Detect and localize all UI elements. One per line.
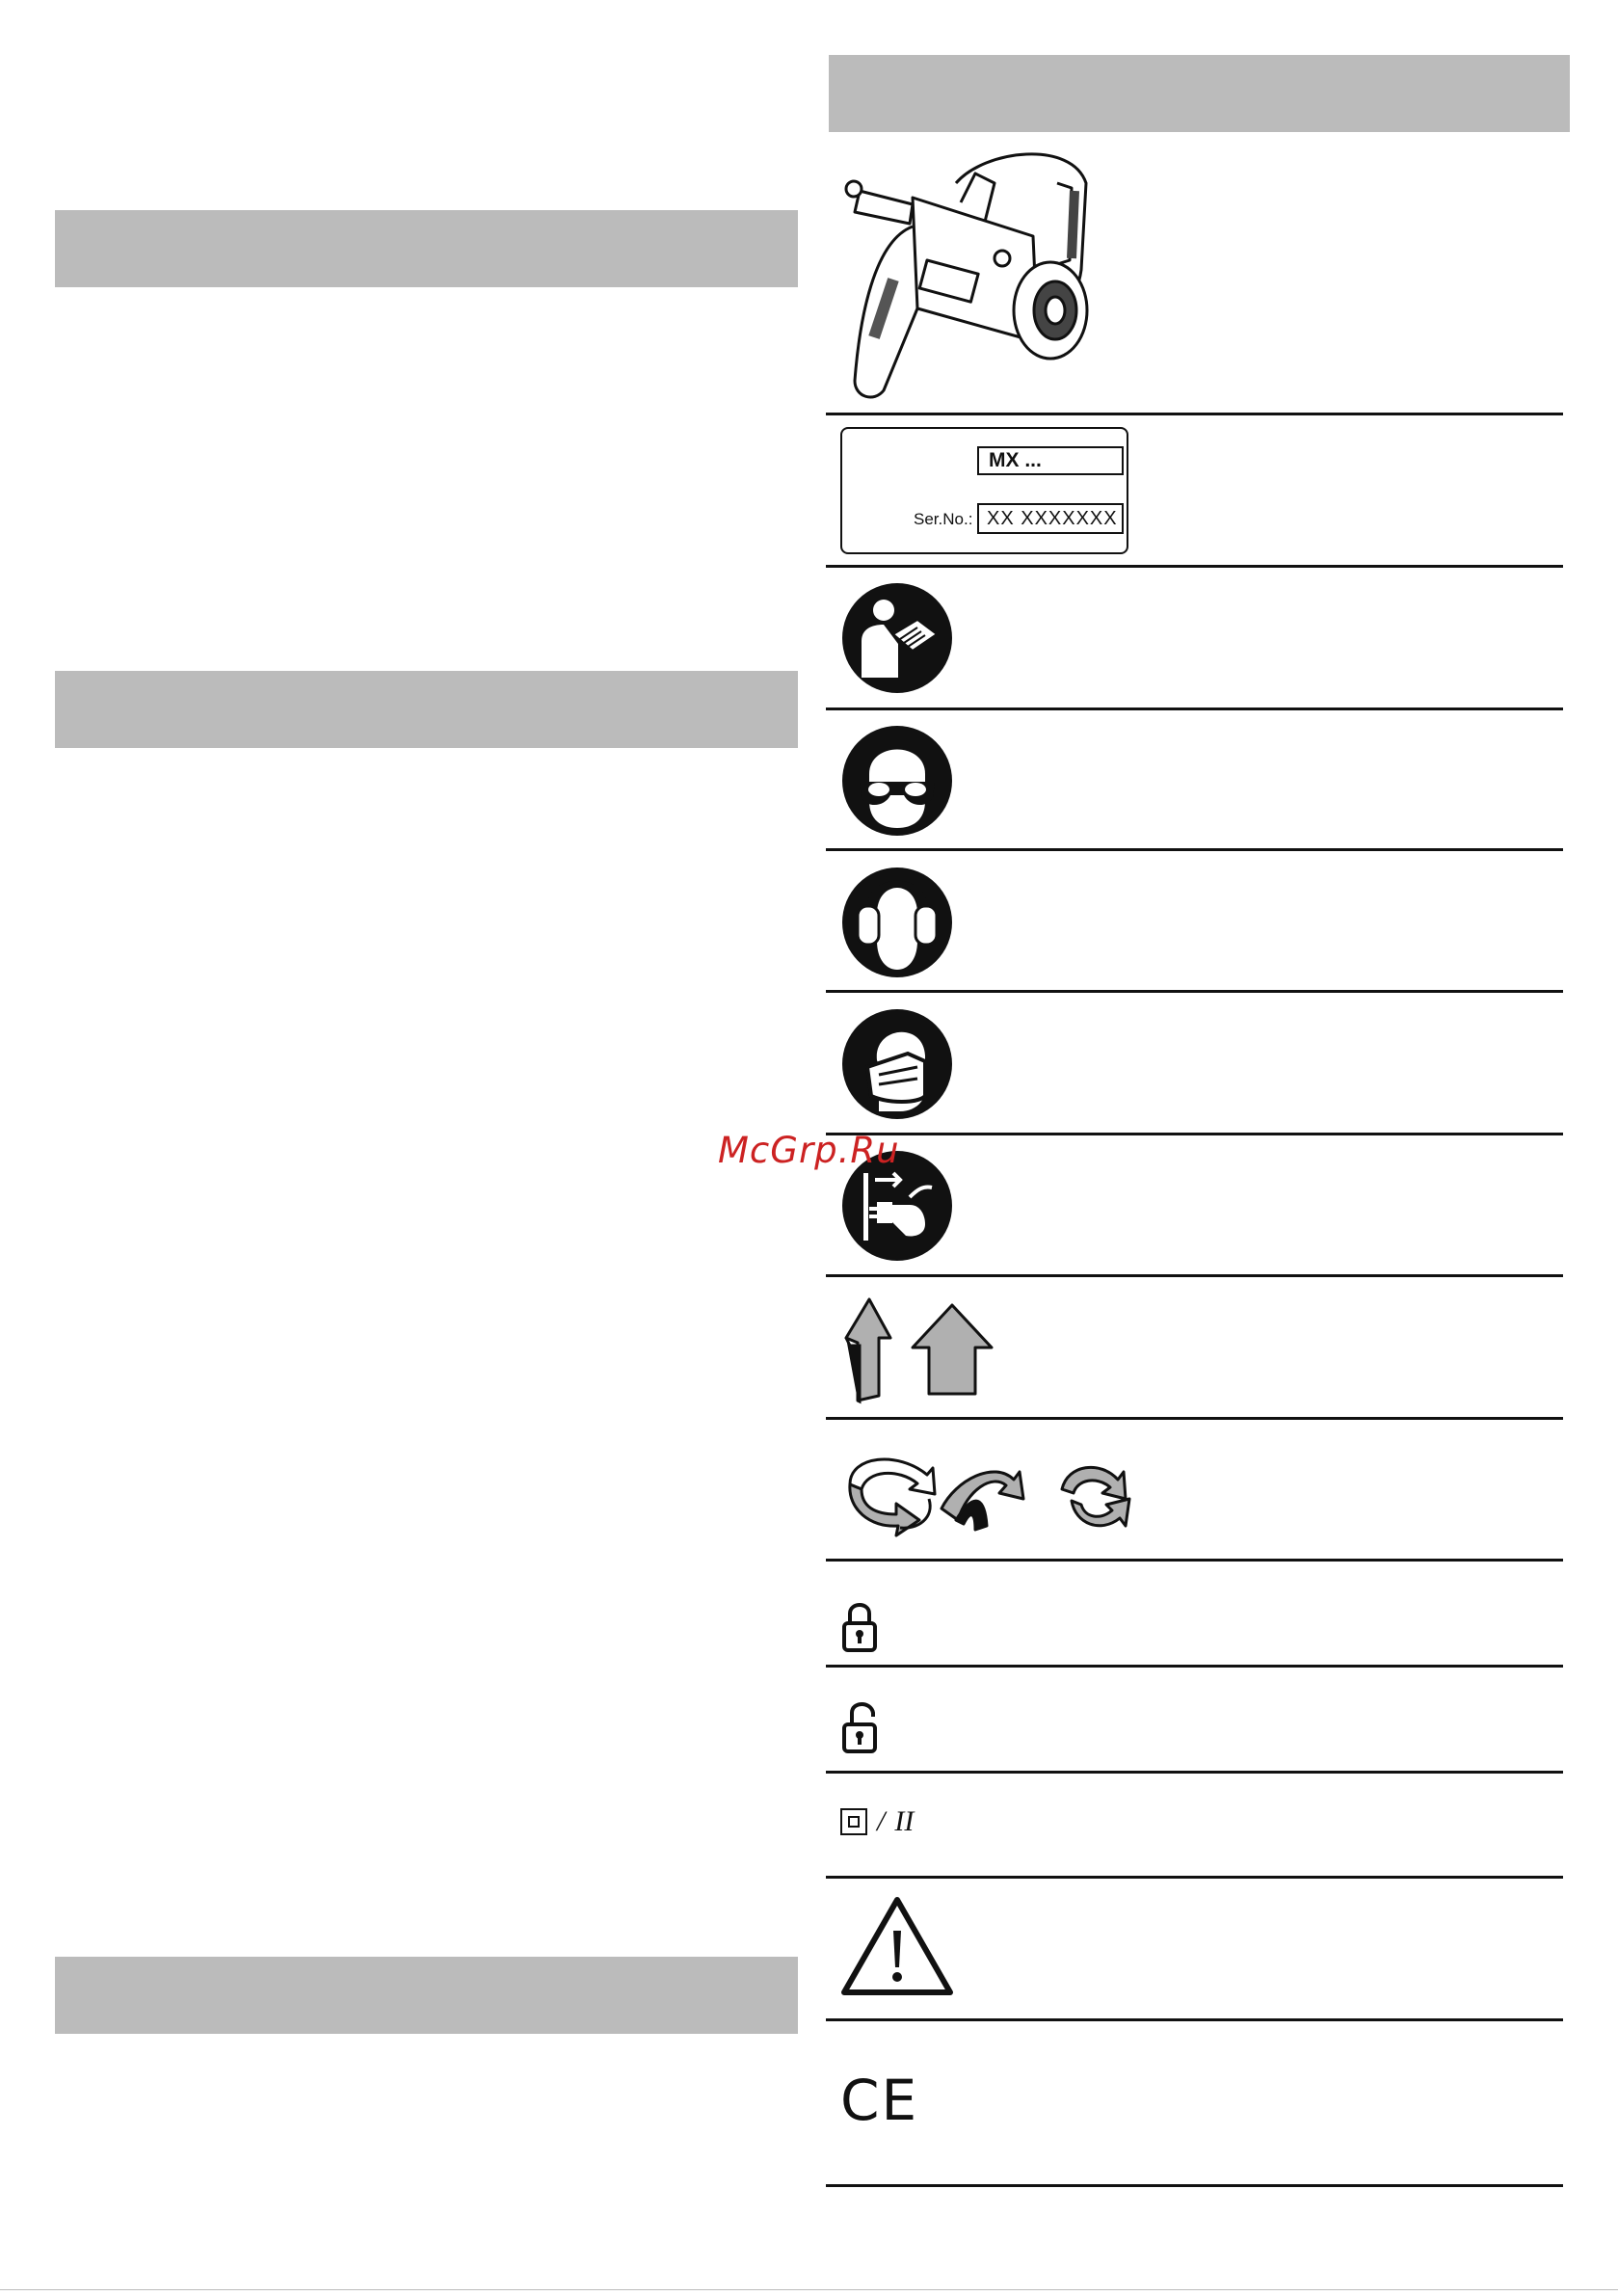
- divider: [826, 848, 1563, 851]
- section-bar-2: [55, 671, 798, 748]
- double-square-icon: [840, 1808, 867, 1835]
- upright-arrows-icon: [840, 1290, 1004, 1405]
- divider: [826, 1665, 1563, 1668]
- divider: [826, 565, 1563, 568]
- serial-field: XX XXXXXXX: [977, 503, 1124, 534]
- watermark: McGrp.Ru: [718, 1130, 900, 1171]
- divider: [826, 1274, 1563, 1277]
- read-manual-icon: [840, 581, 954, 695]
- ce-mark: CE: [840, 2068, 919, 2133]
- divider: [826, 1876, 1563, 1879]
- protection-class-ii-icon: [840, 1805, 914, 1838]
- ear-protection-icon: [840, 866, 954, 979]
- footer-line: [0, 2289, 1618, 2290]
- mixer-tool-illustration: [840, 145, 1099, 405]
- divider: [826, 1771, 1563, 1774]
- serial-label: Ser.No.:: [914, 510, 973, 528]
- divider: [826, 1559, 1563, 1562]
- class-roman-numeral: II: [894, 1805, 915, 1837]
- divider: [826, 990, 1563, 993]
- eye-protection-icon: [840, 724, 954, 838]
- right-column-header-bar: [829, 55, 1570, 132]
- class-separator: /: [877, 1805, 886, 1837]
- section-bar-3: [55, 1957, 798, 2034]
- lock-icon: [840, 1600, 879, 1654]
- divider: [826, 413, 1563, 415]
- divider: [826, 1133, 1563, 1135]
- divider: [826, 2184, 1563, 2187]
- rotation-arrows-icon: [840, 1451, 1139, 1537]
- divider: [826, 2018, 1563, 2021]
- section-bar-1: [55, 210, 798, 287]
- divider: [826, 707, 1563, 710]
- rating-plate: [840, 427, 1128, 554]
- warning-icon: [840, 1896, 954, 1996]
- unlock-icon: [840, 1699, 883, 1755]
- model-field: MX ...: [977, 446, 1124, 475]
- divider: [826, 1417, 1563, 1420]
- dust-mask-icon: [840, 1007, 954, 1121]
